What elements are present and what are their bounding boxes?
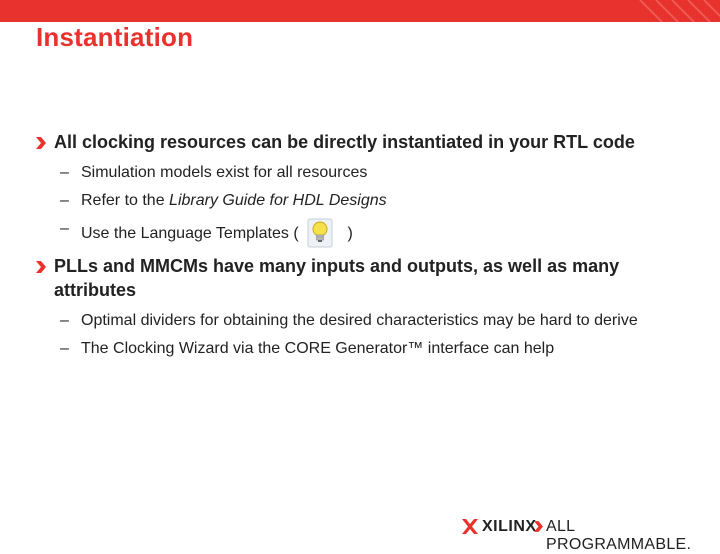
- bullet-text: Optimal dividers for obtaining the desired characteristics may be hard to derive: [81, 312, 638, 329]
- dash-marker: –: [60, 340, 69, 357]
- bullet-level1: [36, 130, 686, 154]
- brand-tagline: ALL PROGRAMMABLE.: [546, 518, 692, 553]
- lightbulb-icon: [307, 218, 333, 248]
- bullet-level2: [36, 218, 686, 248]
- bullet-text: Simulation models exist for all resources: [81, 164, 368, 181]
- paren-close: ): [347, 225, 353, 242]
- bullet-level2: [36, 162, 686, 184]
- paren-open: (: [293, 225, 299, 242]
- dash-marker: –: [60, 220, 69, 237]
- chevron-right-icon: [36, 137, 46, 149]
- chevron-right-icon: [534, 521, 543, 532]
- slide-content: [36, 130, 686, 366]
- top-accent-bar: [0, 0, 720, 22]
- slide-title: Instantiation: [36, 22, 194, 52]
- chevron-right-icon: [36, 261, 46, 273]
- bullet-level2: [36, 190, 686, 212]
- dash-marker: –: [60, 192, 69, 209]
- bullet-level2: [36, 338, 686, 360]
- top-stripes-decoration: [630, 0, 720, 22]
- xilinx-x-icon: [462, 519, 478, 534]
- bullet-text-prefix: Refer to the: [81, 192, 170, 209]
- dash-marker: –: [60, 312, 69, 329]
- bullet-text: All clocking resources can be directly instantiated in your RTL code: [54, 132, 635, 152]
- brand-name: XILINX: [482, 518, 537, 535]
- xilinx-logo: [462, 517, 712, 553]
- bullet-level1: [36, 254, 686, 302]
- library-guide-reference: Library Guide for HDL Designs: [169, 192, 387, 209]
- bullet-level2: [36, 310, 686, 332]
- bullet-text: PLLs and MMCMs have many inputs and outputs, as well as many attributes: [54, 256, 620, 300]
- dash-marker: –: [60, 164, 69, 181]
- bullet-text: Use the Language Templates: [81, 225, 289, 242]
- bullet-text: The Clocking Wizard via the CORE Generator™ interface can help: [81, 340, 555, 357]
